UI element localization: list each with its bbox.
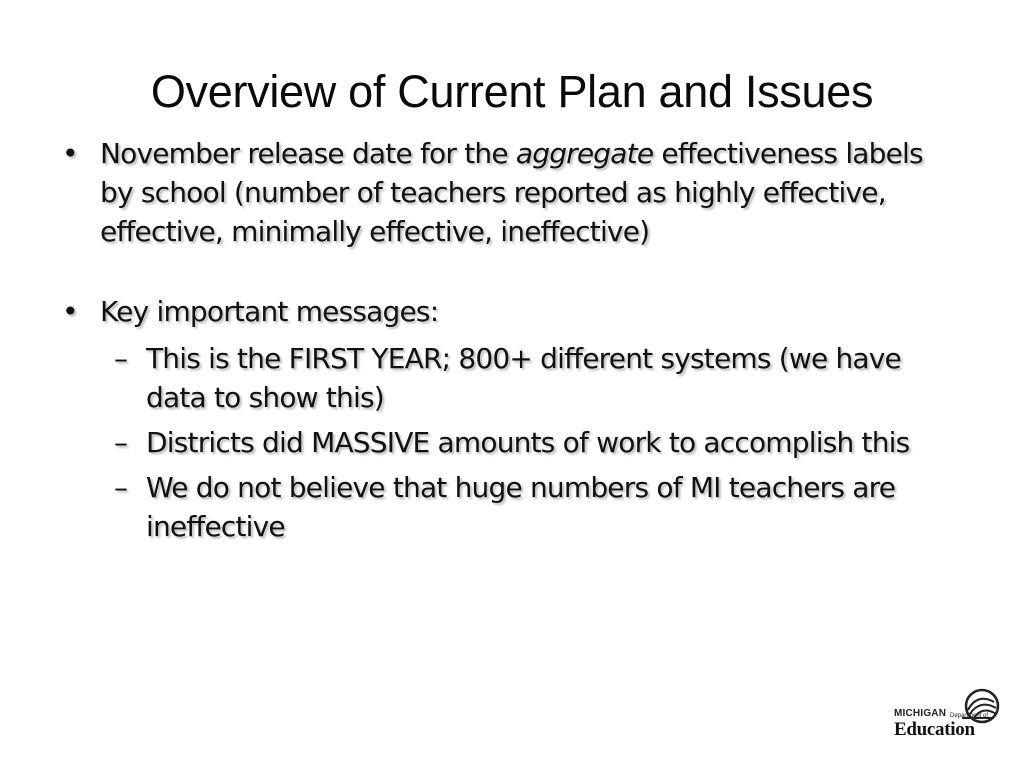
sub-bullet-text: We do not believe that huge numbers of MI teachers are ineffective [146,471,896,543]
bullet-item-key-messages [62,292,962,331]
bullet-text-italic: aggregate [515,137,654,170]
bullet-item-release-date [62,134,962,251]
bullet-list [62,134,962,546]
bullet-text-end: effectiveness labels by school (number of teachers reported as highly effective, effective, minimally effective, ineffective) [100,137,923,248]
bullet-marker: • [62,137,78,170]
bullet-marker: • [62,295,78,328]
sub-bullet-first-year [62,339,962,417]
spacer [62,251,962,292]
bullet-text: Key important messages: [100,295,439,328]
sub-bullet-districts-work [62,423,962,462]
sub-bullet-marker: – [114,342,128,375]
logo-department-text: Department of [950,713,989,719]
sub-bullet-text: Districts did MASSIVE amounts of work to accomplish this [146,426,910,459]
bullet-text-start: November release date for the [100,137,516,170]
logo-education-text: Education [894,719,975,740]
slide-title: Overview of Current Plan and Issues [150,66,874,117]
sub-bullet-marker: – [114,426,128,459]
michigan-education-logo [894,688,1004,744]
sub-bullet-teachers [62,468,962,546]
sub-bullet-text: This is the FIRST YEAR; 800+ different systems (we have data to show this) [146,342,901,414]
sub-bullet-marker: – [114,471,128,504]
logo-state-text: MICHIGAN [894,708,947,719]
